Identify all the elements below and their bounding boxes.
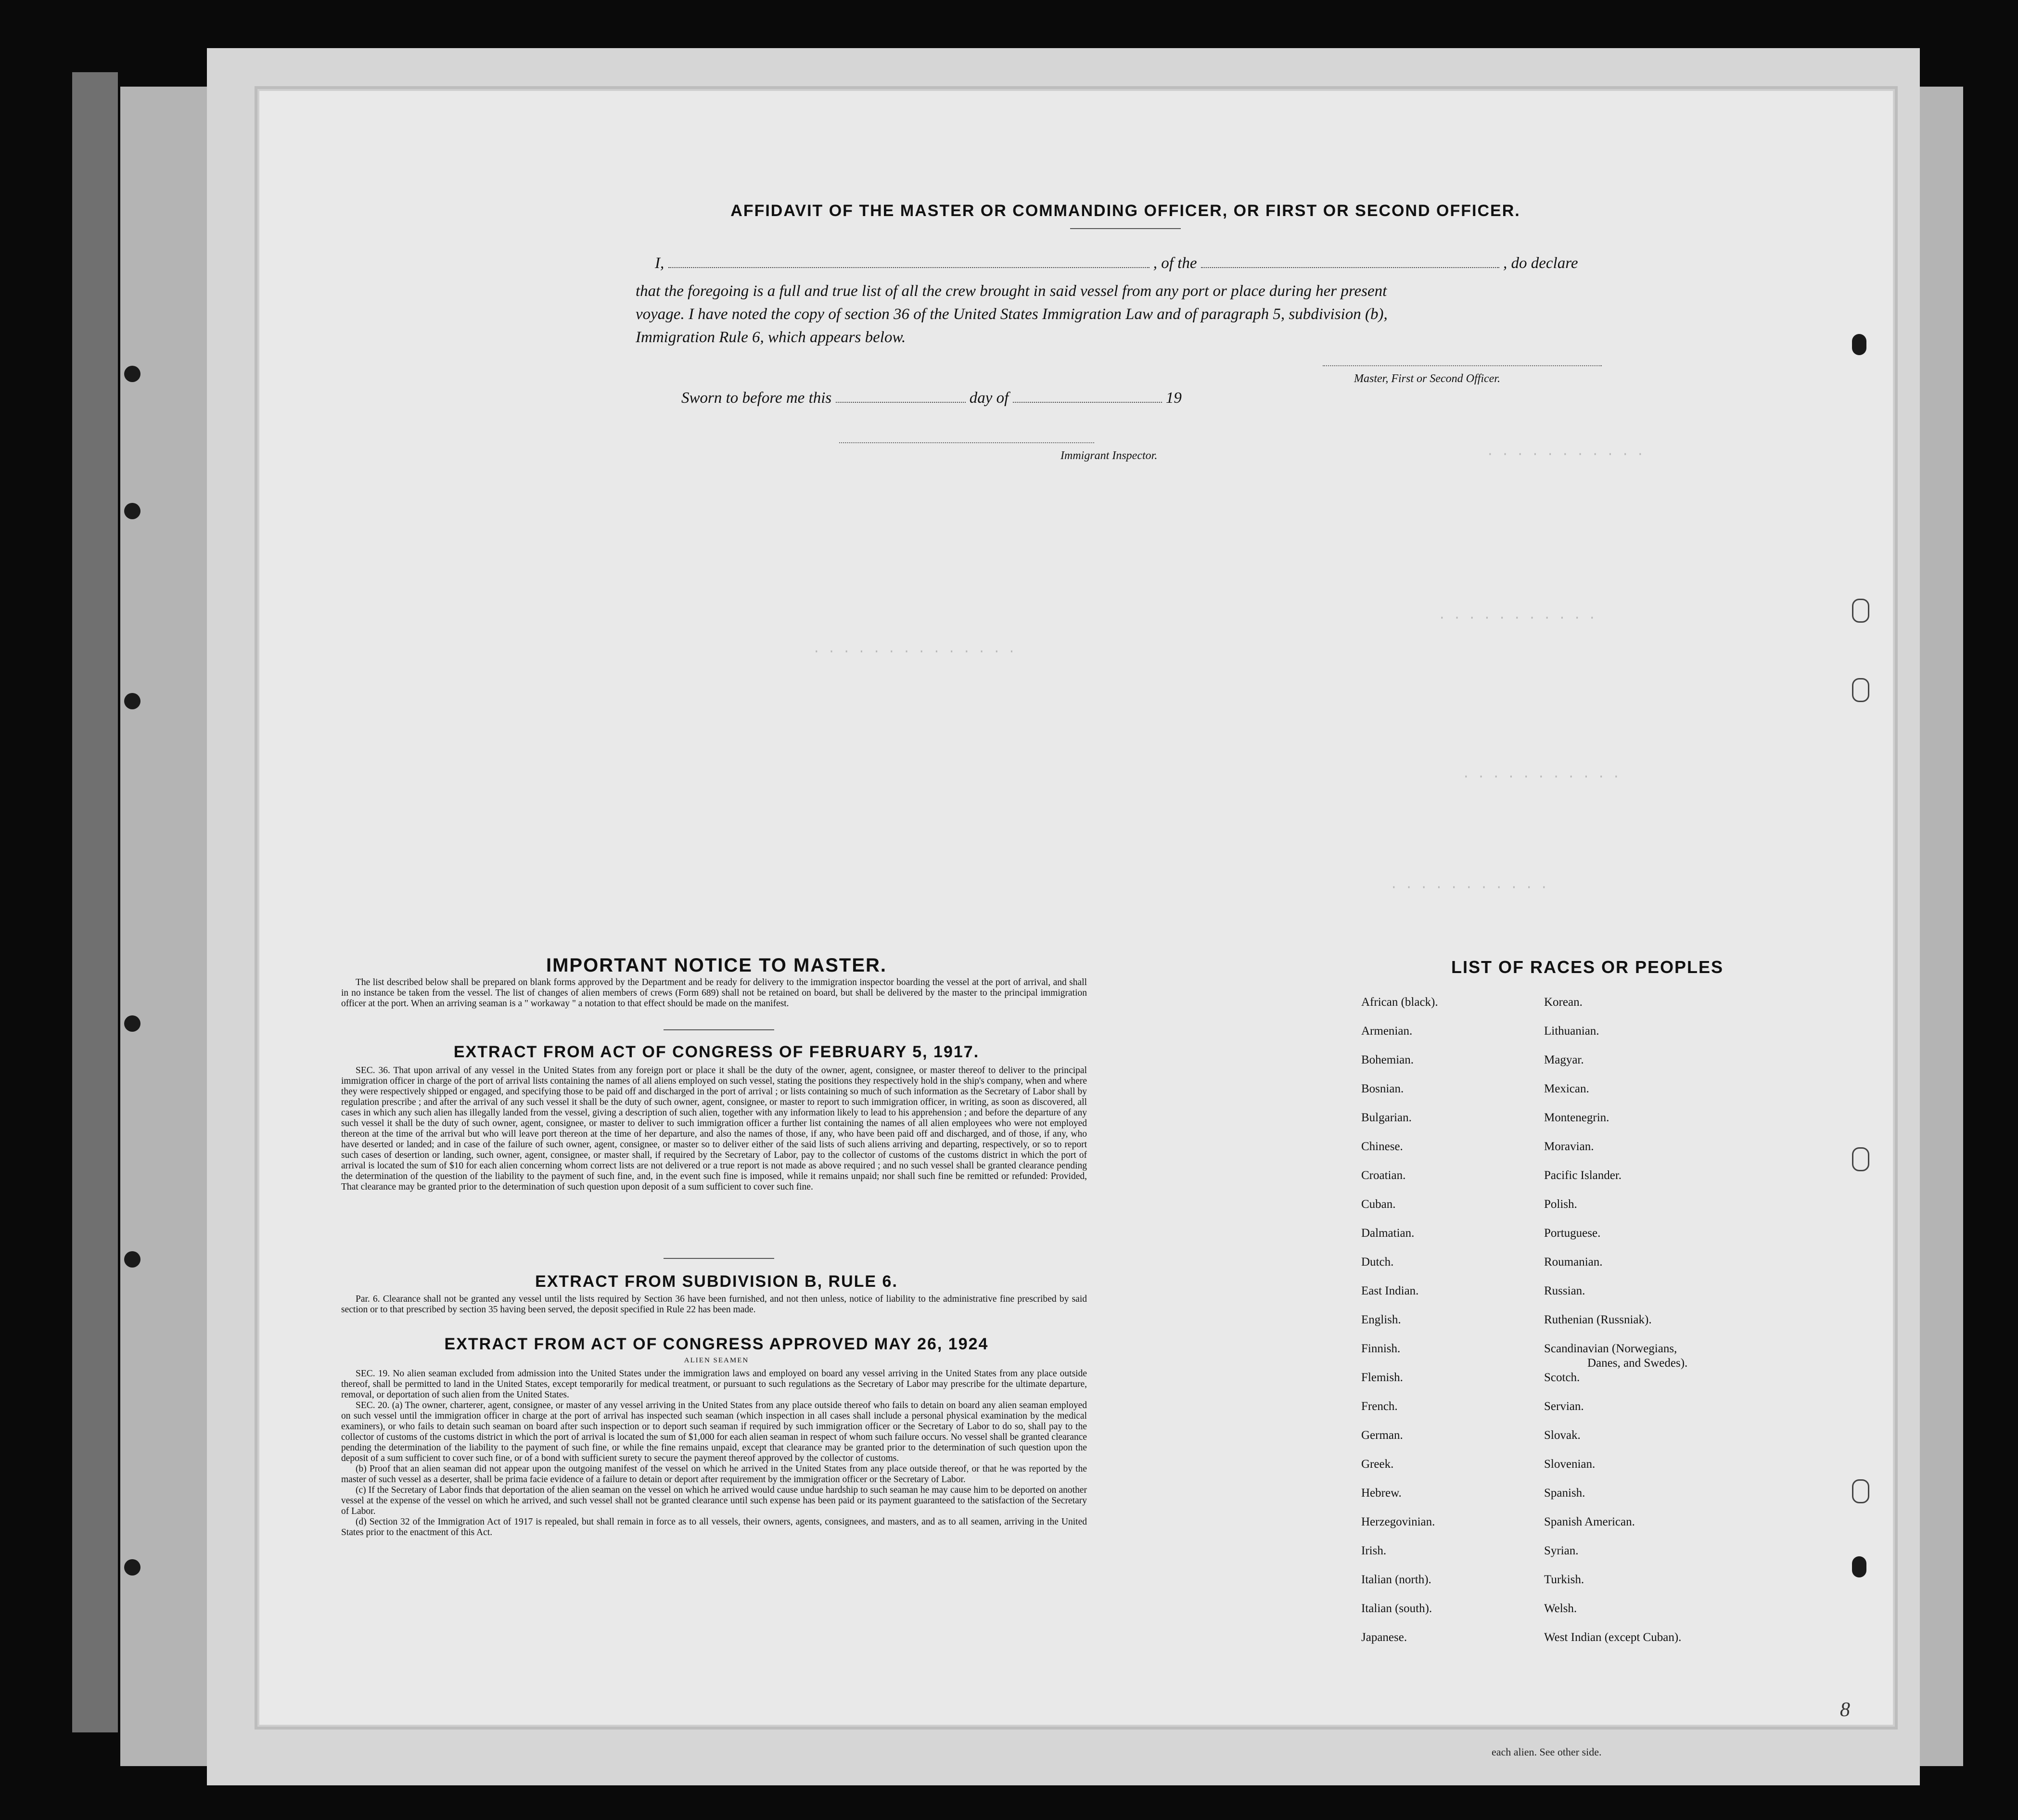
- sworn-day-of: day of: [969, 389, 1009, 407]
- race-item: Danes, and Swedes).: [1587, 1357, 1688, 1370]
- page-mark: 8: [1840, 1699, 1850, 1721]
- race-item: Korean.: [1544, 996, 1583, 1009]
- sec-20b-text: (b) Proof that an alien seaman did not appear upon the outgoing manifest of the vessel on which he arrived in the United States from any place outside thereof, or that he was reported by the master of such vessel as a deserter, shall be prima facie evidence of a failure to detain or deport after requirement by the immigration officer or the Secretary of Labor.: [341, 1464, 1087, 1485]
- race-item: Dutch.: [1361, 1256, 1394, 1269]
- extract-1924-title: EXTRACT FROM ACT OF CONGRESS APPROVED MAY 26, 1924: [444, 1335, 989, 1353]
- race-item: Lithuanian.: [1544, 1025, 1599, 1038]
- race-item: English.: [1361, 1313, 1401, 1326]
- race-item: Montenegrin.: [1544, 1111, 1609, 1124]
- sec-20c-text: (c) If the Secretary of Labor finds that deportation of the alien seaman on the vessel on which he arrived would cause undue hardship to such seaman he may cause him to be deported on another vessel at the expense of the vessel on which he arrived, and such vessel shall not be granted clearance until such expense has been paid or its payment guaranteed to the satisfaction of the Secretary of Labor.: [341, 1485, 1087, 1516]
- extract-rule6-title: EXTRACT FROM SUBDIVISION B, RULE 6.: [535, 1272, 898, 1291]
- sworn-year: 19: [1165, 389, 1182, 407]
- master-label: Master, First or Second Officer.: [1354, 372, 1500, 385]
- manifest-back-page: [257, 89, 1895, 1727]
- race-item: Spanish American.: [1544, 1515, 1635, 1528]
- race-item: Portuguese.: [1544, 1227, 1601, 1240]
- race-item: Syrian.: [1544, 1544, 1579, 1557]
- inspector-signature-line: [839, 442, 1094, 443]
- par-6-text: Par. 6. Clearance shall not be granted any vessel until the lists required by Section 36 have been furnished, and not then unless, notice of liability to the administrative fine prescribed by said section or to that prescribed by section 35 having been served, the deposit specified in Rule 22 has been made.: [341, 1294, 1087, 1315]
- race-item: Spanish.: [1544, 1487, 1585, 1500]
- extract-1917-title: EXTRACT FROM ACT OF CONGRESS OF FEBRUARY 5, 1917.: [453, 1043, 980, 1061]
- affidavit-line-2: that the foregoing is a full and true list of all the crew brought in said vessel from any port or place during her present: [636, 282, 1387, 300]
- race-item: Cuban.: [1361, 1198, 1396, 1211]
- master-signature-line: [1323, 365, 1602, 366]
- race-item: Dalmatian.: [1361, 1227, 1415, 1240]
- punch-hole: [1852, 678, 1869, 702]
- race-item: Pacific Islander.: [1544, 1169, 1622, 1182]
- bleed-through-text: · · · · · · · · · · · · · ·: [813, 644, 1016, 659]
- affidavit-line-4: Immigration Rule 6, which appears below.: [636, 329, 906, 346]
- sec-20a-text: SEC. 20. (a) The owner, charterer, agent, consignee, or master of any vessel arriving in the United States from any place outside thereof who fails to detain on board any alien seaman employed on such vessel until the immigration officer in charge at the port of arrival has inspected such seaman (which inspection in all cases shall include a personal physical examination by the medical examiners), or who fails to detain such seaman on board after such inspection or to deport such seaman if required by such immigration officer or the Secretary of Labor to do so, shall pay to the collector of customs of the customs district in which the port of arrival is located the sum of $1,000 for each alien seaman in respect of whom such failure occurs. No vessel shall be granted clearance pending the determination of the liability to the payment of such fine, or while the fine remains unpaid, except that clearance may be granted prior to the determination of such question upon the deposit of a sum sufficient to cover such fine, or of a bond with sufficient surety to secure the payment thereof approved by the collector of customs.: [341, 1400, 1087, 1463]
- race-item: Flemish.: [1361, 1371, 1403, 1384]
- binding-hole: [124, 693, 140, 709]
- race-item: Roumanian.: [1544, 1256, 1603, 1269]
- bleed-through-text: · · · · · · · · · · ·: [1390, 880, 1548, 895]
- race-item: Scandinavian (Norwegians,: [1544, 1342, 1677, 1355]
- binding-hole: [124, 1251, 140, 1268]
- race-item: Ruthenian (Russniak).: [1544, 1313, 1652, 1326]
- notice-title: IMPORTANT NOTICE TO MASTER.: [546, 955, 887, 976]
- race-item: Scotch.: [1544, 1371, 1580, 1384]
- alien-seamen-subtitle: ALIEN SEAMEN: [684, 1357, 749, 1364]
- affidavit-line-1: [655, 255, 1834, 272]
- race-item: Finnish.: [1361, 1342, 1401, 1355]
- punch-hole: [1852, 1147, 1869, 1171]
- extract-1917-body: [341, 1065, 1087, 1192]
- race-item: East Indian.: [1361, 1284, 1419, 1297]
- punch-hole: [1852, 334, 1866, 355]
- inspector-label: Immigrant Inspector.: [1060, 449, 1158, 462]
- race-item: French.: [1361, 1400, 1398, 1413]
- race-item: West Indian (except Cuban).: [1544, 1631, 1682, 1644]
- sec-36-text: SEC. 36. That upon arrival of any vessel in the United States from any foreign port or place it shall be the duty of the owner, agent, consignee, or master thereof to deliver to the principal immigration officer in charge of the port of arrival lists containing the names of all aliens employed on such vessel, stating the positions they respectively hold in the ship's company, when and where they were respectively shipped or engaged, and specifying those to be paid off and discharged in the port of arrival ; or lists containing so much of such information as the Secretary of Labor shall by regulation prescribe ; and after the arrival of any such vessel it shall be the duty of such owner, agent, consignee, or master to report to such immigration officer, in writing, as soon as discovered, all cases in which any such alien has illegally landed from the vessel, giving a description of such alien, together with any information likely to lead to his apprehension ; and before the departure of any such vessel it shall be the duty of such owner, agent, consignee, or master to deliver to such immigration officer a further list containing the names of all alien employees who were not employed thereon at the time of the arrival but who will leave port thereon at the time of her departure, and also the names of those, if any, who have been paid off and discharged, and of those, if any, who have deserted or landed; and in case of the failure of such owner, agent, consignee, or master so to deliver either of the said lists of such aliens arriving and departing, respectively, or so to report such cases of desertion or landing, such owner, agent, consignee, or master shall, if required by the Secretary of Labor, pay to the collector of customs of the customs district in which the port of arrival is located the sum of $10 for each alien concerning whom correct lists are not delivered or a true report is not made as above required ; and no such vessel shall be granted clearance pending the determination of the question of the liability to the payment of such fine, and, in the event such fine is imposed, while it remains unpaid; nor shall such fine be remitted or refunded: Provided, That clearance may be granted prior to the determination of such question upon deposit of a sum sufficient to cover such fine.: [341, 1065, 1087, 1192]
- affidavit-of-the: , of the: [1153, 255, 1197, 272]
- race-item: Moravian.: [1544, 1140, 1594, 1153]
- extract-1924-body: [341, 1369, 1087, 1538]
- race-item: Chinese.: [1361, 1140, 1403, 1153]
- binding-edge: [72, 72, 118, 1732]
- race-item: German.: [1361, 1429, 1403, 1442]
- affidavit-line-3: voyage. I have noted the copy of section 36 of the United States Immigration Law and of paragraph 5, subdivision (b),: [636, 306, 1388, 323]
- race-item: Armenian.: [1361, 1025, 1413, 1038]
- race-item: Greek.: [1361, 1458, 1394, 1471]
- binding-hole: [124, 1015, 140, 1032]
- race-item: Welsh.: [1544, 1602, 1577, 1615]
- punch-hole: [1852, 1479, 1869, 1503]
- race-item: Bulgarian.: [1361, 1111, 1412, 1124]
- sworn-day-blank: [836, 391, 966, 403]
- sec-19-text: SEC. 19. No alien seaman excluded from admission into the United States under the immigration laws and employed on board any vessel arriving in the United States from any place outside thereof, shall be permitted to land in the United States, except temporarily for medical treatment, or pursuant to such regulations as the Secretary of Labor may prescribe for the ultimate departure, removal, or deportation of such alien from the United States.: [341, 1369, 1087, 1400]
- race-item: Hebrew.: [1361, 1487, 1402, 1500]
- underlying-footer-fragment: each alien. See other side.: [1492, 1746, 1602, 1758]
- race-item: Servian.: [1544, 1400, 1584, 1413]
- affidavit-title: AFFIDAVIT OF THE MASTER OR COMMANDING OFFICER, OR FIRST OR SECOND OFFICER.: [730, 202, 1520, 220]
- race-item: Slovak.: [1544, 1429, 1581, 1442]
- binding-hole: [124, 1559, 140, 1576]
- bleed-through-text: · · · · · · · · · · ·: [1438, 611, 1596, 625]
- binding-hole: [124, 366, 140, 382]
- punch-hole: [1852, 599, 1869, 623]
- race-item: Slovenian.: [1544, 1458, 1596, 1471]
- race-item: Russian.: [1544, 1284, 1585, 1297]
- sworn-prefix: Sworn to before me this: [681, 389, 832, 407]
- races-title: LIST OF RACES OR PEOPLES: [1451, 957, 1724, 977]
- race-item: Bosnian.: [1361, 1082, 1404, 1095]
- notice-body: [341, 977, 1087, 1009]
- name-blank: [668, 256, 1149, 268]
- notice-text: The list described below shall be prepared on blank forms approved by the Department and be ready for delivery to the immigration inspector boarding the vessel at the port of arrival, and shall in no instance be taken from the vessel. The list of changes of alien members of crews (Form 689) shall not be retained on board, but shall be delivered by the master to the principal immigration officer at the port. When an arriving seaman is a " workaway " a notation to that effect should be made on the manifest.: [341, 977, 1087, 1009]
- affidavit-i: I,: [655, 255, 664, 272]
- race-item: Italian (south).: [1361, 1602, 1432, 1615]
- section-rule: [664, 1258, 774, 1259]
- bleed-through-text: · · · · · · · · · · ·: [1486, 447, 1644, 461]
- race-item: Bohemian.: [1361, 1053, 1414, 1066]
- race-item: Turkish.: [1544, 1573, 1584, 1586]
- race-item: Mexican.: [1544, 1082, 1589, 1095]
- punch-hole: [1852, 1556, 1866, 1577]
- extract-rule6-body: [341, 1294, 1087, 1315]
- vessel-blank: [1201, 256, 1499, 268]
- sec-20d-text: (d) Section 32 of the Immigration Act of 1917 is repealed, but shall remain in force as to all vessels, their owners, agents, consignees, and masters, and as to all seamen, arriving in the United States prior to the enactment of this Act.: [341, 1517, 1087, 1538]
- race-item: Polish.: [1544, 1198, 1577, 1211]
- sworn-line: [681, 389, 1307, 407]
- race-item: Italian (north).: [1361, 1573, 1431, 1586]
- title-rule: [1070, 228, 1181, 229]
- affidavit-declare: , do declare: [1503, 255, 1578, 272]
- race-item: Herzegovinian.: [1361, 1515, 1435, 1528]
- race-item: Croatian.: [1361, 1169, 1406, 1182]
- bleed-through-text: · · · · · · · · · · ·: [1462, 769, 1620, 784]
- race-item: Japanese.: [1361, 1631, 1407, 1644]
- race-item: Irish.: [1361, 1544, 1387, 1557]
- section-rule: [664, 1029, 774, 1030]
- binding-hole: [124, 503, 140, 519]
- sworn-month-blank: [1013, 391, 1162, 403]
- race-item: Magyar.: [1544, 1053, 1584, 1066]
- race-item: African (black).: [1361, 996, 1438, 1009]
